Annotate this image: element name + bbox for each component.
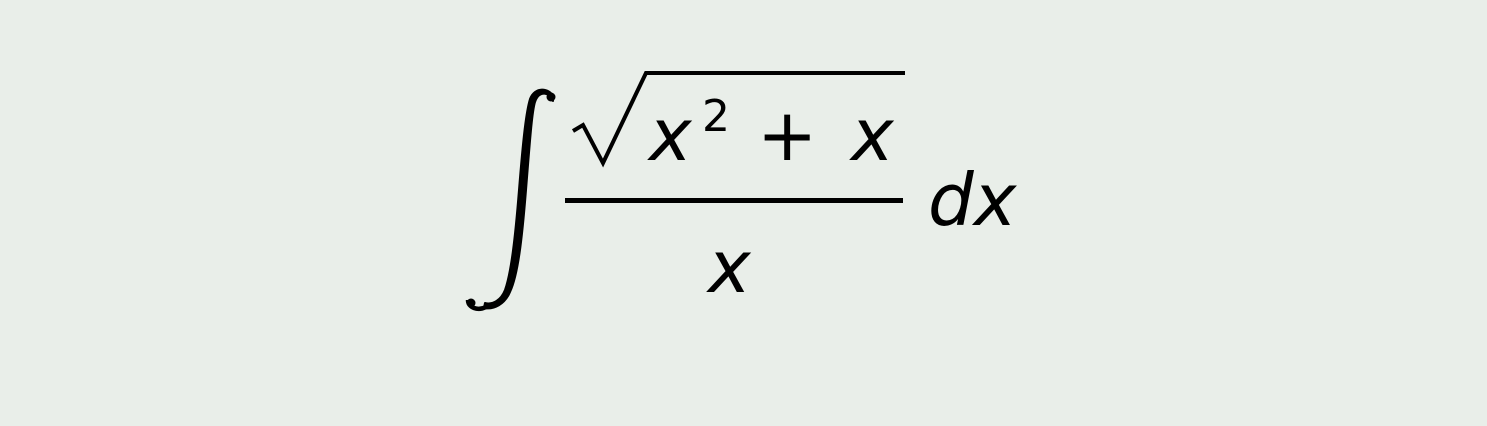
radicand-base-x: x	[649, 93, 692, 177]
plus-operator: +	[757, 93, 818, 177]
differential-dx: dx	[928, 158, 1017, 242]
fraction-bar	[565, 198, 903, 203]
integral-top-terminal	[547, 93, 556, 102]
denominator-x: x	[708, 225, 751, 309]
radicand-term-x: x	[851, 93, 894, 177]
integral-sign	[484, 90, 553, 309]
exponent-two: 2	[702, 91, 730, 142]
